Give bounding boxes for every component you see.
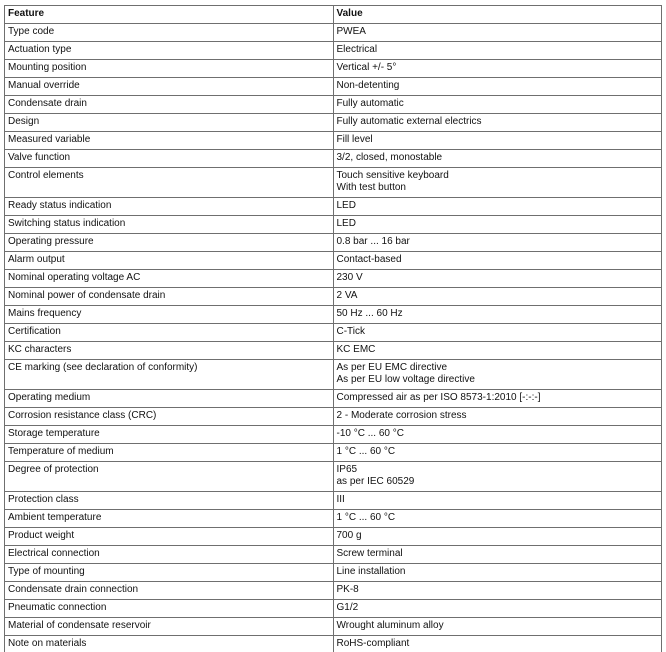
feature-cell: Actuation type (5, 42, 334, 60)
feature-cell: Type code (5, 24, 334, 42)
feature-cell: Mains frequency (5, 306, 334, 324)
table-row (5, 42, 662, 60)
feature-cell: Product weight (5, 528, 334, 546)
feature-cell: Operating pressure (5, 234, 334, 252)
table-row (5, 252, 662, 270)
table-row (5, 462, 662, 492)
table-row (5, 360, 662, 390)
table-row (5, 444, 662, 462)
feature-cell: Valve function (5, 150, 334, 168)
feature-cell: Nominal operating voltage AC (5, 270, 334, 288)
table-row (5, 582, 662, 600)
feature-cell: Degree of protection (5, 462, 334, 492)
table-row (5, 168, 662, 198)
value-cell: Fully automatic external electrics (333, 114, 662, 132)
table-row (5, 270, 662, 288)
feature-cell: Mounting position (5, 60, 334, 78)
table-row (5, 618, 662, 636)
table-row (5, 234, 662, 252)
value-cell: LED (333, 198, 662, 216)
table-row (5, 150, 662, 168)
feature-cell: Condensate drain (5, 96, 334, 114)
value-cell: Line installation (333, 564, 662, 582)
value-cell: 1 °C ... 60 °C (333, 444, 662, 462)
value-cell: 0.8 bar ... 16 bar (333, 234, 662, 252)
feature-cell: Manual override (5, 78, 334, 96)
value-cell: IP65 as per IEC 60529 (333, 462, 662, 492)
feature-cell: Electrical connection (5, 546, 334, 564)
value-cell: Electrical (333, 42, 662, 60)
table-row (5, 510, 662, 528)
feature-cell: Switching status indication (5, 216, 334, 234)
value-cell: Screw terminal (333, 546, 662, 564)
table-row (5, 24, 662, 42)
feature-cell: KC characters (5, 342, 334, 360)
table-row (5, 600, 662, 618)
table-row (5, 216, 662, 234)
feature-cell: Ambient temperature (5, 510, 334, 528)
value-cell: KC EMC (333, 342, 662, 360)
feature-cell: Certification (5, 324, 334, 342)
feature-cell: Corrosion resistance class (CRC) (5, 408, 334, 426)
value-cell: 700 g (333, 528, 662, 546)
feature-cell: Material of condensate reservoir (5, 618, 334, 636)
value-cell: Vertical +/- 5° (333, 60, 662, 78)
header-row (5, 6, 662, 24)
feature-cell: CE marking (see declaration of conformity) (5, 360, 334, 390)
value-cell: 2 - Moderate corrosion stress (333, 408, 662, 426)
value-cell: Contact-based (333, 252, 662, 270)
table-row (5, 60, 662, 78)
feature-cell: Type of mounting (5, 564, 334, 582)
feature-cell: Storage temperature (5, 426, 334, 444)
feature-cell: Protection class (5, 492, 334, 510)
feature-column-header: Feature (5, 6, 334, 24)
value-cell: 3/2, closed, monostable (333, 150, 662, 168)
specifications-table (4, 5, 662, 652)
table-row (5, 114, 662, 132)
feature-cell: Design (5, 114, 334, 132)
table-header (5, 6, 662, 24)
value-cell: PK-8 (333, 582, 662, 600)
value-cell: Compressed air as per ISO 8573-1:2010 [-:-:-] (333, 390, 662, 408)
value-cell: C-Tick (333, 324, 662, 342)
table-row (5, 132, 662, 150)
table-row (5, 324, 662, 342)
feature-cell: Operating medium (5, 390, 334, 408)
table-row (5, 78, 662, 96)
table-row (5, 96, 662, 114)
value-cell: 230 V (333, 270, 662, 288)
feature-cell: Condensate drain connection (5, 582, 334, 600)
table-row (5, 198, 662, 216)
table-row (5, 390, 662, 408)
value-cell: Fill level (333, 132, 662, 150)
feature-cell: Temperature of medium (5, 444, 334, 462)
value-cell: Fully automatic (333, 96, 662, 114)
table-row (5, 564, 662, 582)
feature-cell: Pneumatic connection (5, 600, 334, 618)
value-cell: G1/2 (333, 600, 662, 618)
value-cell: 50 Hz ... 60 Hz (333, 306, 662, 324)
value-cell: PWEA (333, 24, 662, 42)
table-row (5, 636, 662, 652)
table-row (5, 288, 662, 306)
value-column-header: Value (333, 6, 662, 24)
feature-cell: Ready status indication (5, 198, 334, 216)
value-cell: 1 °C ... 60 °C (333, 510, 662, 528)
feature-cell: Nominal power of condensate drain (5, 288, 334, 306)
feature-cell: Note on materials (5, 636, 334, 652)
feature-cell: Measured variable (5, 132, 334, 150)
table-row (5, 342, 662, 360)
table-row (5, 306, 662, 324)
value-cell: III (333, 492, 662, 510)
table-body (5, 24, 662, 652)
table-row (5, 492, 662, 510)
table-row (5, 426, 662, 444)
value-cell: Non-detenting (333, 78, 662, 96)
feature-cell: Control elements (5, 168, 334, 198)
value-cell: 2 VA (333, 288, 662, 306)
value-cell: LED (333, 216, 662, 234)
value-cell: Touch sensitive keyboard With test button (333, 168, 662, 198)
value-cell: As per EU EMC directive As per EU low voltage directive (333, 360, 662, 390)
value-cell: -10 °C ... 60 °C (333, 426, 662, 444)
table-row (5, 408, 662, 426)
table-row (5, 546, 662, 564)
table-row (5, 528, 662, 546)
value-cell: RoHS-compliant (333, 636, 662, 652)
value-cell: Wrought aluminum alloy (333, 618, 662, 636)
feature-cell: Alarm output (5, 252, 334, 270)
